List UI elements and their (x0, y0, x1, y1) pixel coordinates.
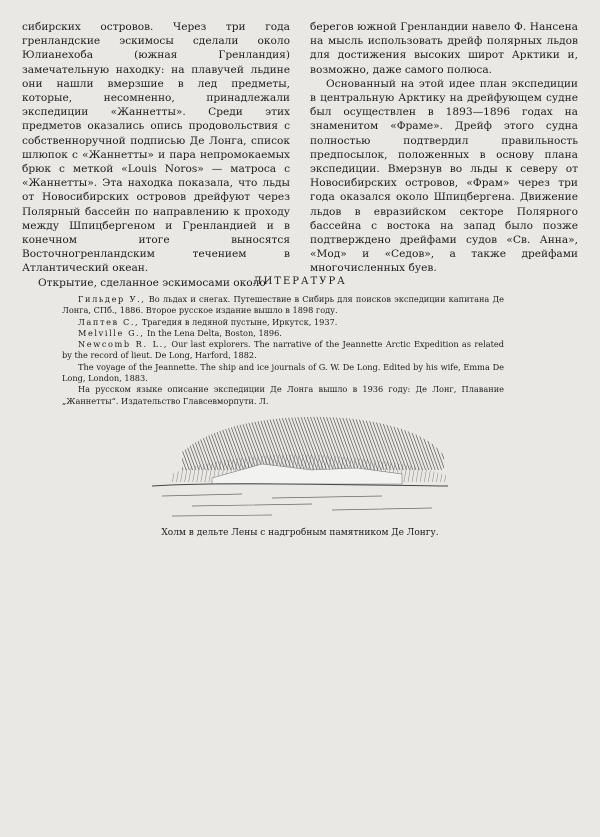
reference-item (62, 362, 504, 385)
body-text (22, 20, 578, 290)
reference-text: Во льдах и снегах. Путешествие в Сибирь для поисков экспедиции капитана Де Лонга, СПб., 1886. Второе русское издание вышло в 1898 году. (62, 294, 504, 316)
reference-author: Лаптев С., (78, 316, 140, 327)
right-column (310, 20, 578, 290)
figure-caption: Холм в дельте Лены с надгробным памятником Де Лонгу. (161, 528, 439, 538)
reference-author: Newcomb R. L., (78, 339, 169, 350)
reference-item (62, 317, 504, 328)
reference-text: Our last explorers. The narrative of the Jeannette Arctic Expedition as related by the record of lieut. De Long, Harford, 1882. (62, 339, 504, 361)
reference-text: In the Lena Delta, Boston, 1896. (144, 327, 282, 338)
literature-heading: ЛИТЕРАТУРА (253, 276, 347, 287)
reference-text: The voyage of the Jeannette. The ship and ice journals of G. W. De Long. Edited by his wife, Emma De Long, London, 1883. (62, 361, 504, 384)
lena-delta-engraving (152, 412, 448, 520)
paragraph: берегов южной Гренландии навело Ф. Нансена на мысль использовать дрейф полярных льдов для достижения высоких широт Арктики и, возможно, даже самого полюса. (310, 21, 578, 76)
reference-list (62, 294, 504, 407)
reference-item (62, 328, 504, 339)
reference-text: Трагедия в ледяной пустыне, Иркутск, 1937. (139, 316, 338, 327)
paragraph: Основанный на этой идее план экспедиции в центральную Арктику на дрейфующем судне был осуществлен в 1893—1896 годах на знаменитом «Фраме». Дрейф этого судна полностью подтвердил правильность предпосылок, положенных в основу плана экспедиции. Вмерзнув во льды к северу от Новосибирских островов, «Фрам» через три года оказался около Шпицбергена. Движение льдов в евразийском секторе Полярного бассейна с востока на запад было позже подтверждено дрейфами судов «Св. Анна», «Мод» и «Седов», а также дрейфами многочисленных буев. (310, 77, 578, 275)
reference-author: Гильдер У., (78, 294, 146, 304)
reference-item (62, 339, 504, 362)
reference-text: На русском языке описание экспедиции Де Лонга вышло в 1936 году: Де Лонг, Плавание „Жаннетты“. Издательство Главсевморпути. Л. (62, 384, 504, 406)
shore (152, 484, 448, 486)
paragraph: сибирских островов. Через три года гренландские эскимосы сделали около Юлианехоба (южная Гренландия) замечательную находку: на плавучей льдине они нашли вмерзшие в лед предметы, которые, несомненно, принадлежали экспедиции «Жаннетты». Среди этих предметов оказались опись продовольствия с собственноручной подписью Де Лонга, список шлюпок с «Жаннетты» и пара непромокаемых брюк с меткой «Louis Noros» — матроса с «Жаннетты». Эта находка показала, что льды от Новосибирских островов дрейфуют через Полярный бассейн по направлению к проходу между Шпицбергеном и Гренландией и в конечном итоге выносятся Восточногренландским течением в Атлантический океан. (22, 21, 290, 275)
left-column (22, 20, 290, 290)
reference-item (62, 384, 504, 407)
paragraph: Открытие, сделанное эскимосами около (38, 276, 266, 289)
reference-item (62, 294, 504, 317)
reference-author: Melville G., (78, 327, 145, 338)
